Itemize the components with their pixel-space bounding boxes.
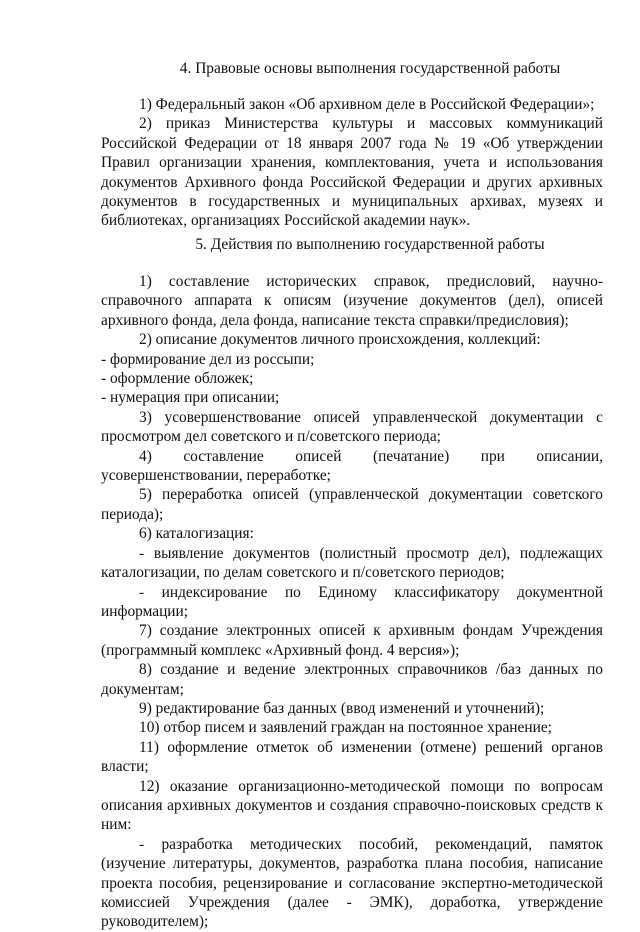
section-5-item-7: 7) создание электронных описей к архивным фондам Учреждения (программный комплекс «Архивный фонд. 4 версия»);: [101, 622, 603, 659]
section-5-subitem-methodical-aids: - разработка методических пособий, рекомендаций, памяток (изучение литературы, документов, разработка плана пособия, написание проекта пособия, рецензирование и согласование экспертно-методической комиссией Учреждения (далее - ЭМК), доработка, утверждение руководителем);: [101, 835, 603, 931]
section-5-item-9: 9) редактирование баз данных (ввод изменений и уточнений);: [139, 699, 545, 717]
section-5-heading: 5. Действия по выполнению государственной работы: [195, 236, 545, 253]
section-5-subitem-formation: - формирование дел из россыпи;: [101, 350, 315, 368]
section-5-item-3: 3) усовершенствование описей управленческой документации с просмотром дел советского и п/советского периода;: [101, 408, 603, 446]
section-5-item-12: 12) оказание организационно-методической помощи по вопросам описания архивных документов и создания справочно-поисковых средств к ним:: [101, 777, 603, 834]
section-5-subitem-indexing: - индексирование по Единому классификатору документной информации;: [101, 583, 603, 620]
section-5-item-2: 2) описание документов личного происхождения, коллекций:: [139, 331, 541, 349]
section-5-item-10: 10) отбор писем и заявлений граждан на постоянное хранение;: [139, 719, 552, 737]
section-5-item-11: 11) оформление отметок об изменении (отмене) решений органов власти;: [101, 738, 603, 776]
section-5-item-4: 4) составление описей (печатание) при описании, усовершенствовании, переработке;: [101, 447, 603, 485]
section-4-item-1: 1) Федеральный закон «Об архивном деле в Российской Федерации»;: [139, 96, 595, 113]
section-5-subitem-covers: - оформление обложек;: [101, 370, 254, 388]
section-4-body: [101, 95, 603, 231]
section-4-heading: 4. Правовые основы выполнения государственной работы: [179, 60, 561, 77]
section-5-item-1: 1) составление исторических справок, предисловий, научно-справочного аппарата к описям (изучение документов (дел), описей архивного фонда, дела фонда, написание текста справки/предисловия);: [101, 273, 603, 329]
section-5-body: [101, 272, 603, 932]
section-5-item-8: 8) создание и ведение электронных справочников /баз данных по документам;: [101, 661, 603, 698]
section-5-item-6: 6) каталогизация:: [139, 525, 254, 543]
section-5-subitem-numbering: - нумерация при описании;: [101, 389, 280, 407]
section-4-item-2: 2) приказ Министерства культуры и массовых коммуникаций Российской Федерации от 18 января 2007 года № 19 «Об утверждении Правил организации хранения, комплектования, учета и использования документов Архивного фонда Российской Федерации и других архивных документов в государственных и муниципальных архивах, музеях и библиотеках, организациях Российской академии наук».: [101, 115, 603, 230]
section-5-subitem-identification: - выявление документов (полистный просмотр дел), подлежащих каталогизации, по делам советского и п/советского периодов;: [101, 544, 603, 582]
section-5-item-5: 5) переработка описей (управленческой документации советского периода);: [101, 486, 603, 523]
